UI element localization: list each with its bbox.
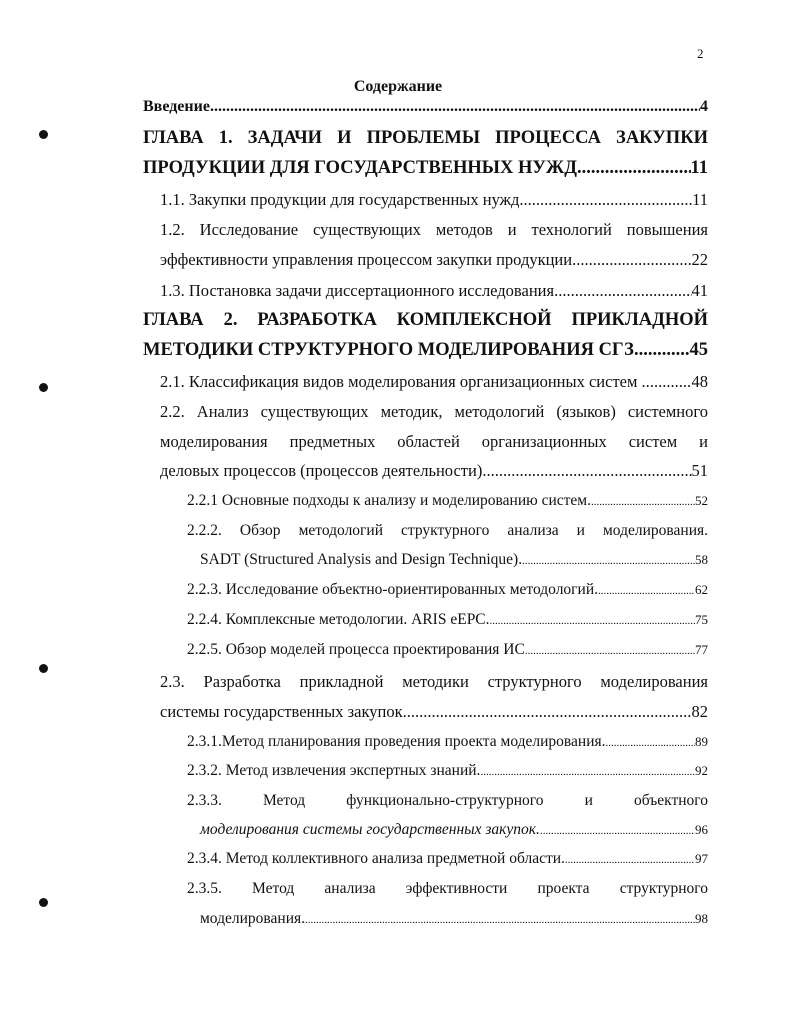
toc-entry-label: эффективности управления процессом закупки продукции bbox=[160, 250, 573, 269]
toc-section-2-2[interactable] bbox=[160, 461, 708, 481]
toc-section-2-3[interactable] bbox=[160, 702, 708, 722]
toc-page-number: 58 bbox=[695, 552, 708, 567]
toc-entry-label: Введение bbox=[143, 98, 210, 115]
toc-subsection-2-2-4[interactable] bbox=[187, 611, 708, 629]
toc-subsection-2-3-4[interactable] bbox=[187, 850, 708, 868]
toc-entry-label: 2.3.1.Метод планирования проведения проекта моделирования. bbox=[187, 733, 606, 750]
toc-subsection-2-2-2[interactable] bbox=[200, 551, 708, 569]
toc-page-number: 75 bbox=[695, 612, 708, 627]
leader-dots bbox=[525, 645, 695, 657]
toc-entry-label: 2.3.4. Метод коллективного анализа предметной области. bbox=[187, 850, 565, 867]
toc-entry-label: 2.2.1 Основные подходы к анализу и моделированию систем. bbox=[187, 492, 591, 509]
toc-chapter-1-line-1[interactable]: ГЛАВА 1. ЗАДАЧИ И ПРОБЛЕМЫ ПРОЦЕССА ЗАКУПКИ bbox=[143, 128, 708, 148]
toc-entry-label: 1.1. Закупки продукции для государственных нужд bbox=[160, 190, 520, 209]
toc-page-number: 97 bbox=[695, 851, 708, 866]
leader-dots bbox=[591, 496, 695, 508]
leader-dots bbox=[210, 98, 700, 116]
leader-dots bbox=[634, 340, 690, 361]
toc-entry-intro[interactable] bbox=[143, 98, 708, 116]
leader-dots bbox=[540, 825, 695, 837]
toc-chapter-1[interactable] bbox=[143, 158, 708, 179]
toc-subsection-2-2-1[interactable] bbox=[187, 492, 708, 510]
toc-entry-label: 1.3. Постановка задачи диссертационного исследования bbox=[160, 281, 555, 300]
toc-page-number: 96 bbox=[695, 822, 708, 837]
toc-entry-label: 2.2.4. Комплексные методологии. ARIS eEPC. bbox=[187, 611, 490, 628]
toc-section-1-2-line-1[interactable]: 1.2. Исследование существующих методов и технологий повышения bbox=[160, 220, 708, 239]
toc-entry-label: SADT (Structured Analysis and Design Technique). bbox=[200, 551, 523, 568]
binder-hole-mark bbox=[39, 664, 48, 673]
toc-entry-label: системы государственных закупок bbox=[160, 702, 403, 721]
toc-section-1-3[interactable] bbox=[160, 281, 708, 301]
toc-page-number: 48 bbox=[691, 372, 708, 391]
toc-page-number: 77 bbox=[695, 642, 708, 657]
toc-section-2-2-line-2[interactable]: моделирования предметных областей организационных систем и bbox=[160, 432, 708, 451]
toc-subsection-2-3-2[interactable] bbox=[187, 762, 708, 780]
toc-entry-label: деловых процессов (процессов деятельности) bbox=[160, 461, 483, 480]
toc-section-1-2[interactable] bbox=[160, 250, 708, 270]
toc-page-number: 41 bbox=[691, 281, 708, 300]
leader-dots bbox=[522, 555, 695, 567]
leader-dots bbox=[305, 914, 695, 926]
toc-subsection-2-2-2-line-1[interactable]: 2.2.2. Обзор методологий структурного анализа и моделирования. bbox=[187, 522, 708, 539]
page-number: 2 bbox=[697, 46, 704, 61]
toc-page-number: 11 bbox=[690, 158, 708, 178]
toc-entry-label: 2.2.3. Исследование объектно-ориентированных методологий. bbox=[187, 581, 598, 598]
toc-page-number: 51 bbox=[691, 461, 708, 480]
toc-entry-label: 2.3.2. Метод извлечения экспертных знаний. bbox=[187, 762, 481, 779]
leader-dots bbox=[482, 461, 691, 481]
binder-hole-mark bbox=[39, 898, 48, 907]
leader-dots bbox=[480, 766, 695, 778]
toc-entry-label: моделирования системы государственных закупок. bbox=[200, 821, 540, 838]
leader-dots bbox=[519, 190, 692, 210]
toc-page-number: 98 bbox=[695, 911, 708, 926]
toc-title: Содержание bbox=[353, 78, 443, 95]
leader-dots bbox=[403, 702, 692, 722]
leader-dots bbox=[490, 615, 695, 627]
toc-subsection-2-3-5-line-1[interactable]: 2.3.5. Метод анализа эффективности проекта структурного bbox=[187, 880, 708, 897]
leader-dots bbox=[650, 372, 692, 392]
leader-dots bbox=[606, 737, 695, 749]
toc-chapter-2[interactable] bbox=[143, 340, 708, 361]
toc-subsection-2-3-3-line-1[interactable]: 2.3.3. Метод функционально-структурного и объектного bbox=[187, 792, 708, 809]
leader-dots bbox=[582, 158, 691, 179]
toc-subsection-2-2-5[interactable] bbox=[187, 641, 708, 659]
toc-subsection-2-3-3[interactable] bbox=[200, 821, 708, 839]
toc-page-number: 52 bbox=[695, 493, 708, 508]
toc-page-number: 89 bbox=[695, 734, 708, 749]
leader-dots bbox=[598, 585, 695, 597]
toc-entry-label: ПРОДУКЦИИ ДЛЯ ГОСУДАРСТВЕННЫХ НУЖД. bbox=[143, 158, 582, 178]
toc-entry-label: моделирования. bbox=[200, 910, 305, 927]
toc-page-number: 11 bbox=[692, 190, 708, 209]
binder-hole-mark bbox=[39, 130, 48, 139]
toc-page-number: 4 bbox=[700, 98, 708, 115]
toc-page-number: 45 bbox=[689, 340, 708, 360]
leader-dots bbox=[554, 281, 691, 301]
toc-subsection-2-3-5[interactable] bbox=[200, 910, 708, 928]
toc-page-number: 82 bbox=[691, 702, 708, 721]
binder-hole-mark bbox=[39, 383, 48, 392]
leader-dots bbox=[572, 250, 691, 270]
toc-page-number: 22 bbox=[691, 250, 708, 269]
toc-chapter-2-line-1[interactable]: ГЛАВА 2. РАЗРАБОТКА КОМПЛЕКСНОЙ ПРИКЛАДНОЙ bbox=[143, 310, 708, 330]
toc-section-2-2-line-1[interactable]: 2.2. Анализ существующих методик, методологий (языков) системного bbox=[160, 402, 708, 421]
toc-section-2-3-line-1[interactable]: 2.3. Разработка прикладной методики структурного моделирования bbox=[160, 672, 708, 691]
toc-subsection-2-3-1[interactable] bbox=[187, 733, 708, 751]
leader-dots bbox=[565, 854, 695, 866]
toc-subsection-2-2-3[interactable] bbox=[187, 581, 708, 599]
toc-entry-label: МЕТОДИКИ СТРУКТУРНОГО МОДЕЛИРОВАНИЯ СГЗ bbox=[143, 340, 634, 360]
toc-page-number: 62 bbox=[695, 582, 708, 597]
toc-entry-label: 2.1. Классификация видов моделирования организационных систем .. bbox=[160, 372, 650, 391]
toc-entry-label: 2.2.5. Обзор моделей процесса проектирования ИС bbox=[187, 641, 525, 658]
toc-section-1-1[interactable] bbox=[160, 190, 708, 210]
toc-section-2-1[interactable] bbox=[160, 372, 708, 392]
toc-page-number: 92 bbox=[695, 763, 708, 778]
